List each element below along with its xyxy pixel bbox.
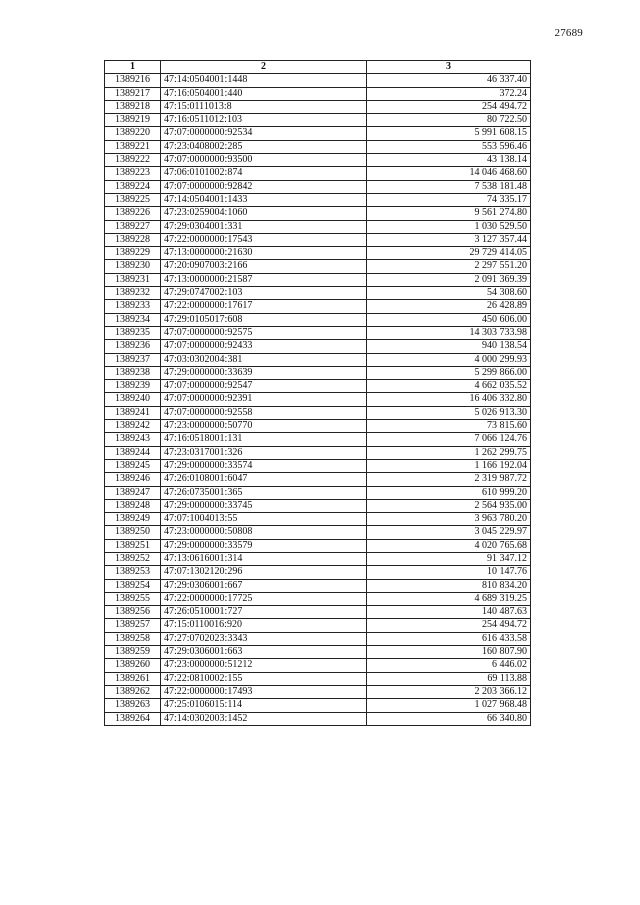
cadastral-value-cell: 2 203 366.12 bbox=[367, 685, 531, 698]
cadastral-id-cell: 47:23:0259004:1060 bbox=[161, 207, 367, 220]
header-row bbox=[105, 61, 531, 74]
cadastral-id-cell: 47:14:0302003:1452 bbox=[161, 712, 367, 725]
cadastral-id-cell: 47:29:0000000:33639 bbox=[161, 366, 367, 379]
table-row bbox=[105, 459, 531, 472]
cadastral-id-cell: 47:07:1004013:55 bbox=[161, 513, 367, 526]
table-row bbox=[105, 526, 531, 539]
cadastral-id-cell: 47:29:0000000:33574 bbox=[161, 459, 367, 472]
row-number-cell: 1389242 bbox=[105, 420, 161, 433]
cadastral-id-cell: 47:23:0000000:50770 bbox=[161, 420, 367, 433]
row-number-cell: 1389232 bbox=[105, 287, 161, 300]
cadastral-id-cell: 47:07:0000000:92391 bbox=[161, 393, 367, 406]
row-number-cell: 1389225 bbox=[105, 193, 161, 206]
table-row bbox=[105, 340, 531, 353]
cadastral-value-cell: 16 406 332.80 bbox=[367, 393, 531, 406]
cadastral-value-cell: 1 030 529.50 bbox=[367, 220, 531, 233]
cadastral-value-cell: 140 487.63 bbox=[367, 606, 531, 619]
cadastral-id-cell: 47:22:0000000:17617 bbox=[161, 300, 367, 313]
cadastral-value-cell: 4 000 299.93 bbox=[367, 353, 531, 366]
row-number-cell: 1389230 bbox=[105, 260, 161, 273]
cadastral-value-cell: 3 127 357.44 bbox=[367, 233, 531, 246]
table-row bbox=[105, 699, 531, 712]
row-number-cell: 1389223 bbox=[105, 167, 161, 180]
cadastral-id-cell: 47:29:0105017:608 bbox=[161, 313, 367, 326]
row-number-cell: 1389250 bbox=[105, 526, 161, 539]
cadastral-id-cell: 47:14:0504001:1433 bbox=[161, 193, 367, 206]
cadastral-value-cell: 4 662 035.52 bbox=[367, 380, 531, 393]
table-row bbox=[105, 233, 531, 246]
cadastral-id-cell: 47:16:0511012:103 bbox=[161, 114, 367, 127]
cadastral-value-cell: 1 027 968.48 bbox=[367, 699, 531, 712]
table-row bbox=[105, 606, 531, 619]
cadastral-value-cell: 5 991 608.15 bbox=[367, 127, 531, 140]
row-number-cell: 1389254 bbox=[105, 579, 161, 592]
cadastral-id-cell: 47:20:0907003:2166 bbox=[161, 260, 367, 273]
row-number-cell: 1389237 bbox=[105, 353, 161, 366]
table-row bbox=[105, 380, 531, 393]
table-row bbox=[105, 659, 531, 672]
cadastral-id-cell: 47:07:0000000:92433 bbox=[161, 340, 367, 353]
cadastral-value-cell: 26 428.89 bbox=[367, 300, 531, 313]
row-number-cell: 1389239 bbox=[105, 380, 161, 393]
cadastral-id-cell: 47:13:0000000:21587 bbox=[161, 273, 367, 286]
table-row bbox=[105, 300, 531, 313]
cadastral-id-cell: 47:07:0000000:92547 bbox=[161, 380, 367, 393]
cadastral-id-cell: 47:22:0000000:17725 bbox=[161, 592, 367, 605]
cadastral-id-cell: 47:29:0000000:33745 bbox=[161, 499, 367, 512]
row-number-cell: 1389255 bbox=[105, 592, 161, 605]
row-number-cell: 1389222 bbox=[105, 154, 161, 167]
row-number-cell: 1389259 bbox=[105, 646, 161, 659]
cadastral-value-cell: 254 494.72 bbox=[367, 619, 531, 632]
table-row bbox=[105, 446, 531, 459]
table-row bbox=[105, 260, 531, 273]
cadastral-id-cell: 47:07:0000000:92575 bbox=[161, 326, 367, 339]
column-header-cadastral-id: 2 bbox=[161, 61, 367, 74]
table-row bbox=[105, 326, 531, 339]
row-number-cell: 1389247 bbox=[105, 486, 161, 499]
cadastral-value-cell: 43 138.14 bbox=[367, 154, 531, 167]
table-row bbox=[105, 353, 531, 366]
table-row bbox=[105, 712, 531, 725]
cadastral-value-cell: 74 335.17 bbox=[367, 193, 531, 206]
column-header-value: 3 bbox=[367, 61, 531, 74]
table-row bbox=[105, 433, 531, 446]
row-number-cell: 1389258 bbox=[105, 632, 161, 645]
cadastral-value-cell: 1 166 192.04 bbox=[367, 459, 531, 472]
cadastral-value-cell: 2 297 551.20 bbox=[367, 260, 531, 273]
cadastral-id-cell: 47:23:0317001:326 bbox=[161, 446, 367, 459]
cadastral-value-cell: 66 340.80 bbox=[367, 712, 531, 725]
cadastral-value-cell: 160 807.90 bbox=[367, 646, 531, 659]
row-number-cell: 1389224 bbox=[105, 180, 161, 193]
cadastral-value-cell: 372.24 bbox=[367, 87, 531, 100]
table-body bbox=[105, 74, 531, 726]
cadastral-id-cell: 47:29:0000000:33579 bbox=[161, 539, 367, 552]
table-row bbox=[105, 273, 531, 286]
cadastral-id-cell: 47:27:0702023:3343 bbox=[161, 632, 367, 645]
table-row bbox=[105, 207, 531, 220]
cadastral-value-cell: 254 494.72 bbox=[367, 100, 531, 113]
cadastral-value-cell: 80 722.50 bbox=[367, 114, 531, 127]
cadastral-value-cell: 69 113.88 bbox=[367, 672, 531, 685]
cadastral-value-table bbox=[104, 60, 531, 726]
cadastral-id-cell: 47:25:0106015:114 bbox=[161, 699, 367, 712]
row-number-cell: 1389227 bbox=[105, 220, 161, 233]
row-number-cell: 1389261 bbox=[105, 672, 161, 685]
row-number-cell: 1389248 bbox=[105, 499, 161, 512]
cadastral-id-cell: 47:07:0000000:92534 bbox=[161, 127, 367, 140]
cadastral-value-cell: 4 020 765.68 bbox=[367, 539, 531, 552]
row-number-cell: 1389234 bbox=[105, 313, 161, 326]
cadastral-id-cell: 47:06:0101002:874 bbox=[161, 167, 367, 180]
cadastral-value-cell: 810 834.20 bbox=[367, 579, 531, 592]
table-row bbox=[105, 592, 531, 605]
cadastral-value-cell: 3 963 780.20 bbox=[367, 513, 531, 526]
row-number-cell: 1389244 bbox=[105, 446, 161, 459]
cadastral-value-cell: 73 815.60 bbox=[367, 420, 531, 433]
table-row bbox=[105, 393, 531, 406]
row-number-cell: 1389249 bbox=[105, 513, 161, 526]
table-row bbox=[105, 127, 531, 140]
cadastral-id-cell: 47:29:0306001:663 bbox=[161, 646, 367, 659]
cadastral-id-cell: 47:23:0000000:51212 bbox=[161, 659, 367, 672]
table-row bbox=[105, 167, 531, 180]
table-row bbox=[105, 619, 531, 632]
cadastral-id-cell: 47:23:0408002:285 bbox=[161, 140, 367, 153]
table-row bbox=[105, 672, 531, 685]
table-row bbox=[105, 513, 531, 526]
table-row bbox=[105, 180, 531, 193]
cadastral-id-cell: 47:22:0000000:17543 bbox=[161, 233, 367, 246]
row-number-cell: 1389233 bbox=[105, 300, 161, 313]
cadastral-value-cell: 7 538 181.48 bbox=[367, 180, 531, 193]
cadastral-id-cell: 47:29:0747002:103 bbox=[161, 287, 367, 300]
table-row bbox=[105, 552, 531, 565]
cadastral-id-cell: 47:29:0306001:667 bbox=[161, 579, 367, 592]
cadastral-id-cell: 47:26:0510001:727 bbox=[161, 606, 367, 619]
table-row bbox=[105, 486, 531, 499]
cadastral-value-cell: 10 147.76 bbox=[367, 566, 531, 579]
cadastral-value-cell: 4 689 319.25 bbox=[367, 592, 531, 605]
cadastral-id-cell: 47:26:0108001:6047 bbox=[161, 473, 367, 486]
table-row bbox=[105, 579, 531, 592]
table-row bbox=[105, 74, 531, 87]
cadastral-id-cell: 47:03:0302004:381 bbox=[161, 353, 367, 366]
cadastral-id-cell: 47:07:0000000:93500 bbox=[161, 154, 367, 167]
cadastral-id-cell: 47:07:0000000:92842 bbox=[161, 180, 367, 193]
row-number-cell: 1389240 bbox=[105, 393, 161, 406]
row-number-cell: 1389236 bbox=[105, 340, 161, 353]
table-row bbox=[105, 114, 531, 127]
cadastral-value-cell: 2 564 935.00 bbox=[367, 499, 531, 512]
row-number-cell: 1389238 bbox=[105, 366, 161, 379]
row-number-cell: 1389253 bbox=[105, 566, 161, 579]
cadastral-id-cell: 47:15:0111013:8 bbox=[161, 100, 367, 113]
table-row bbox=[105, 287, 531, 300]
row-number-cell: 1389241 bbox=[105, 406, 161, 419]
cadastral-id-cell: 47:15:0110016:920 bbox=[161, 619, 367, 632]
table-row bbox=[105, 632, 531, 645]
row-number-cell: 1389252 bbox=[105, 552, 161, 565]
table-row bbox=[105, 539, 531, 552]
table-row bbox=[105, 566, 531, 579]
table-row bbox=[105, 646, 531, 659]
table-row bbox=[105, 473, 531, 486]
row-number-cell: 1389264 bbox=[105, 712, 161, 725]
row-number-cell: 1389243 bbox=[105, 433, 161, 446]
cadastral-value-cell: 610 999.20 bbox=[367, 486, 531, 499]
table-row bbox=[105, 420, 531, 433]
cadastral-id-cell: 47:29:0304001:331 bbox=[161, 220, 367, 233]
cadastral-value-cell: 29 729 414.05 bbox=[367, 247, 531, 260]
row-number-cell: 1389251 bbox=[105, 539, 161, 552]
cadastral-value-cell: 1 262 299.75 bbox=[367, 446, 531, 459]
row-number-cell: 1389229 bbox=[105, 247, 161, 260]
table-row bbox=[105, 154, 531, 167]
table-row bbox=[105, 313, 531, 326]
cadastral-value-cell: 940 138.54 bbox=[367, 340, 531, 353]
table-row bbox=[105, 406, 531, 419]
row-number-cell: 1389231 bbox=[105, 273, 161, 286]
cadastral-value-cell: 9 561 274.80 bbox=[367, 207, 531, 220]
table-header bbox=[105, 61, 531, 74]
cadastral-id-cell: 47:22:0000000:17493 bbox=[161, 685, 367, 698]
cadastral-value-cell: 46 337.40 bbox=[367, 74, 531, 87]
table-row bbox=[105, 366, 531, 379]
cadastral-value-cell: 2 091 369.39 bbox=[367, 273, 531, 286]
row-number-cell: 1389226 bbox=[105, 207, 161, 220]
row-number-cell: 1389219 bbox=[105, 114, 161, 127]
cadastral-value-cell: 450 606.00 bbox=[367, 313, 531, 326]
cadastral-value-cell: 6 446.02 bbox=[367, 659, 531, 672]
row-number-cell: 1389260 bbox=[105, 659, 161, 672]
row-number-cell: 1389245 bbox=[105, 459, 161, 472]
cadastral-value-cell: 5 026 913.30 bbox=[367, 406, 531, 419]
table-row bbox=[105, 87, 531, 100]
row-number-cell: 1389228 bbox=[105, 233, 161, 246]
row-number-cell: 1389263 bbox=[105, 699, 161, 712]
table-row bbox=[105, 100, 531, 113]
cadastral-value-cell: 2 319 987.72 bbox=[367, 473, 531, 486]
cadastral-id-cell: 47:16:0504001:440 bbox=[161, 87, 367, 100]
row-number-cell: 1389217 bbox=[105, 87, 161, 100]
row-number-cell: 1389256 bbox=[105, 606, 161, 619]
cadastral-id-cell: 47:22:0810002:155 bbox=[161, 672, 367, 685]
column-header-number: 1 bbox=[105, 61, 161, 74]
cadastral-value-cell: 14 046 468.60 bbox=[367, 167, 531, 180]
row-number-cell: 1389220 bbox=[105, 127, 161, 140]
cadastral-value-cell: 616 433.58 bbox=[367, 632, 531, 645]
cadastral-id-cell: 47:07:1302120:296 bbox=[161, 566, 367, 579]
row-number-cell: 1389262 bbox=[105, 685, 161, 698]
table-row bbox=[105, 499, 531, 512]
cadastral-id-cell: 47:16:0518001:131 bbox=[161, 433, 367, 446]
cadastral-value-cell: 553 596.46 bbox=[367, 140, 531, 153]
cadastral-value-cell: 14 303 733.98 bbox=[367, 326, 531, 339]
table-row bbox=[105, 140, 531, 153]
cadastral-id-cell: 47:14:0504001:1448 bbox=[161, 74, 367, 87]
cadastral-id-cell: 47:07:0000000:92558 bbox=[161, 406, 367, 419]
row-number-cell: 1389216 bbox=[105, 74, 161, 87]
cadastral-id-cell: 47:26:0735001:365 bbox=[161, 486, 367, 499]
cadastral-value-cell: 3 045 229.97 bbox=[367, 526, 531, 539]
cadastral-value-cell: 5 299 866.00 bbox=[367, 366, 531, 379]
page-number: 27689 bbox=[554, 27, 583, 39]
row-number-cell: 1389221 bbox=[105, 140, 161, 153]
cadastral-id-cell: 47:13:0616001:314 bbox=[161, 552, 367, 565]
row-number-cell: 1389246 bbox=[105, 473, 161, 486]
table-row bbox=[105, 247, 531, 260]
table-row bbox=[105, 193, 531, 206]
row-number-cell: 1389257 bbox=[105, 619, 161, 632]
cadastral-value-cell: 91 347.12 bbox=[367, 552, 531, 565]
row-number-cell: 1389235 bbox=[105, 326, 161, 339]
table-row bbox=[105, 220, 531, 233]
cadastral-value-cell: 54 308.60 bbox=[367, 287, 531, 300]
table-row bbox=[105, 685, 531, 698]
cadastral-value-cell: 7 066 124.76 bbox=[367, 433, 531, 446]
row-number-cell: 1389218 bbox=[105, 100, 161, 113]
cadastral-id-cell: 47:23:0000000:50808 bbox=[161, 526, 367, 539]
cadastral-id-cell: 47:13:0000000:21630 bbox=[161, 247, 367, 260]
